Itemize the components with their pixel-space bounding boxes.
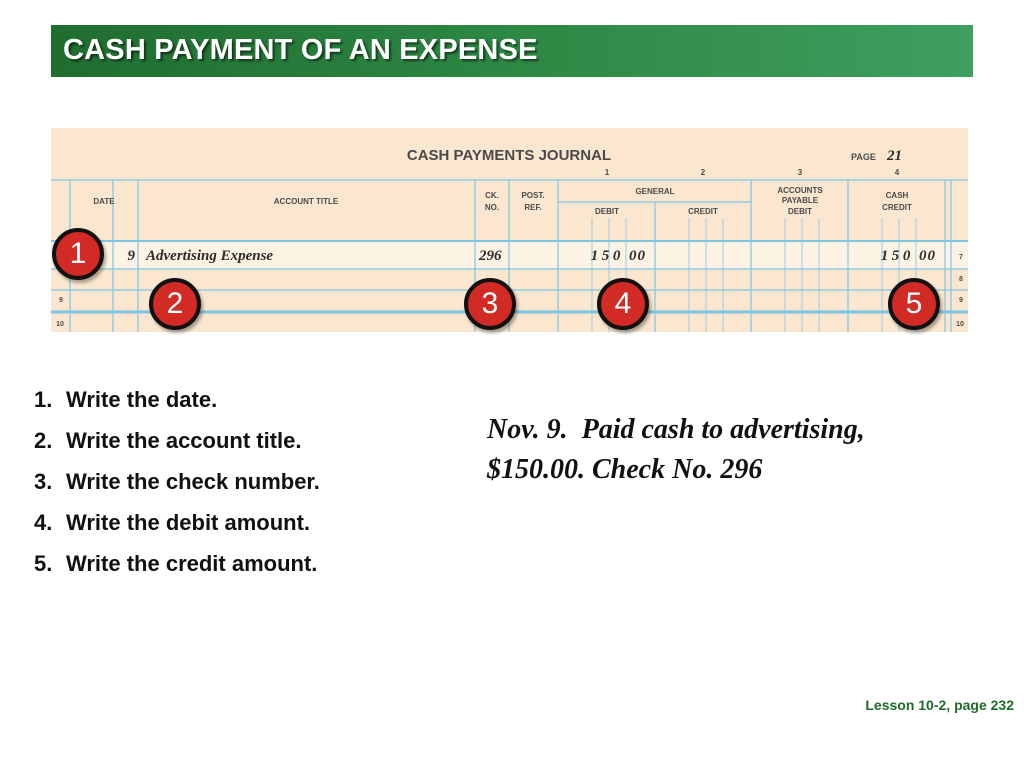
step-marker-3: 3 bbox=[464, 278, 516, 330]
step-text: Write the check number. bbox=[66, 469, 320, 494]
entry-check-no: 296 bbox=[479, 248, 502, 264]
column-number-4: 4 bbox=[894, 168, 900, 177]
page-label: PAGE bbox=[851, 152, 876, 162]
header-ap-line2: PAYABLE bbox=[781, 196, 819, 205]
row-number-9-left: 9 bbox=[59, 297, 63, 304]
step-item bbox=[34, 507, 320, 548]
steps-list bbox=[34, 384, 320, 589]
page-number: 21 bbox=[887, 148, 902, 164]
entry-cash-credit-cents: 00 bbox=[919, 248, 936, 264]
step-text: Write the account title. bbox=[66, 428, 302, 453]
row-number-7: 7 bbox=[959, 254, 963, 261]
transaction-line-2: $150.00. Check No. 296 bbox=[487, 454, 763, 485]
entry-day: 9 bbox=[127, 248, 135, 264]
header-general-debit: DEBIT bbox=[595, 207, 619, 216]
step-number: 4. bbox=[34, 510, 53, 535]
transaction-description bbox=[487, 410, 865, 490]
slide-title: CASH PAYMENT OF AN EXPENSE bbox=[63, 34, 538, 66]
row-number-8: 8 bbox=[959, 276, 963, 283]
step-text: Write the debit amount. bbox=[66, 510, 311, 535]
column-number-1: 1 bbox=[604, 168, 610, 177]
header-date: DATE bbox=[93, 197, 115, 206]
column-number-2: 2 bbox=[700, 168, 706, 177]
lesson-reference: Lesson 10-2, page 232 bbox=[865, 697, 1014, 713]
header-ap-line3: DEBIT bbox=[788, 207, 812, 216]
title-bar bbox=[51, 25, 973, 77]
header-account-title: ACCOUNT TITLE bbox=[273, 197, 339, 206]
entry-general-debit-cents: 00 bbox=[629, 248, 646, 264]
step-number: 1. bbox=[34, 387, 53, 412]
header-post-ref-line2: REF. bbox=[524, 203, 542, 212]
step-item bbox=[34, 425, 320, 466]
step-marker-5: 5 bbox=[888, 278, 940, 330]
step-number: 5. bbox=[34, 551, 53, 576]
step-number: 3. bbox=[34, 469, 53, 494]
header-cash-line2: CREDIT bbox=[882, 203, 912, 212]
column-number-3: 3 bbox=[797, 168, 803, 177]
header-ck-no-line2: NO. bbox=[484, 203, 500, 212]
header-ck-no-line1: CK. bbox=[485, 191, 499, 200]
step-number: 2. bbox=[34, 428, 53, 453]
header-general: GENERAL bbox=[635, 187, 675, 196]
step-marker-4: 4 bbox=[597, 278, 649, 330]
step-marker-2: 2 bbox=[149, 278, 201, 330]
journal-title: CASH PAYMENTS JOURNAL bbox=[406, 147, 612, 164]
row-number-10-right: 10 bbox=[956, 321, 964, 328]
entry-cash-credit-dollars: 150 bbox=[880, 248, 914, 264]
entry-account-title: Advertising Expense bbox=[146, 248, 274, 264]
header-ap-line1: ACCOUNTS bbox=[777, 186, 823, 195]
step-marker-1: 1 bbox=[52, 228, 104, 280]
step-item bbox=[34, 384, 320, 425]
transaction-line-1: Nov. 9. Paid cash to advertising, bbox=[487, 414, 865, 445]
header-cash-line1: CASH bbox=[885, 191, 909, 200]
header-post-ref-line1: POST. bbox=[521, 191, 545, 200]
step-item bbox=[34, 466, 320, 507]
step-text: Write the credit amount. bbox=[66, 551, 318, 576]
row-number-9-right: 9 bbox=[959, 297, 963, 304]
entry-general-debit-dollars: 150 bbox=[590, 248, 624, 264]
step-item bbox=[34, 548, 320, 589]
step-text: Write the date. bbox=[66, 387, 218, 412]
header-general-credit: CREDIT bbox=[688, 207, 718, 216]
row-number-10-left: 10 bbox=[56, 321, 64, 328]
